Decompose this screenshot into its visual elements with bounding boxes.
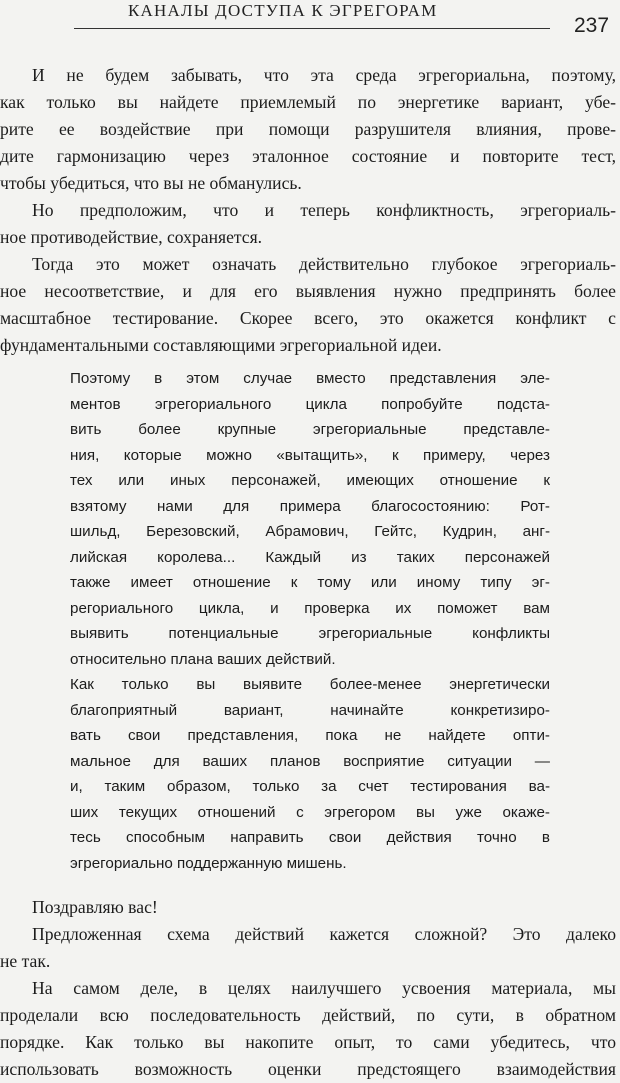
inset-line: тех или иных персонажей, имеющих отношение к xyxy=(70,472,550,489)
text-line: масштабное тестирование. Скорее всего, это окажется конфликт с xyxy=(0,308,616,328)
text-line: И не будем забывать, что эта среда эгрегориальна, поэтому, xyxy=(32,65,616,85)
text-line: ное противодействие, сохраняется. xyxy=(0,227,263,247)
inset-line: ших текущих отношений с эгрегором вы уже окаже- xyxy=(70,803,550,821)
inset-line: эгрегориально поддержанную мишень. xyxy=(70,854,347,872)
inset-line: Поэтому в этом случае вместо представления эле- xyxy=(70,370,550,387)
inset-line: лийская королева... Каждый из таких персонажей xyxy=(70,548,550,566)
inset-line: и, таким образом, только за счет тестирования ва- xyxy=(70,778,550,795)
intro-paragraphs xyxy=(0,62,616,359)
inset-line: вить более крупные эгрегориальные представле- xyxy=(70,421,550,438)
inset-line: также имеет отношение к тому или иному типу эг- xyxy=(70,574,550,591)
text-line: Тогда это может означать действительно глубокое эгрегориаль- xyxy=(32,254,616,274)
text-line: ное несоответствие, и для его выявления нужно предпринять более xyxy=(0,281,616,301)
inset-line: ния, которые можно «вытащить», к примеру, через xyxy=(70,446,550,464)
text-line: как только вы найдете приемлемый по энергетике вариант, убе- xyxy=(0,92,616,112)
page-number: 237 xyxy=(574,14,610,37)
inset-line: благоприятный вариант, начинайте конкретизиро- xyxy=(70,701,550,719)
text-line: не так. xyxy=(0,951,51,971)
text-line: На самом деле, в целях наилучшего усвоения материала, мы xyxy=(32,978,616,998)
header-rule xyxy=(74,28,550,29)
text-line: чтобы убедиться, что вы не обманулись. xyxy=(0,173,302,193)
inset-line: относительно плана ваших действий. xyxy=(70,650,336,668)
text-line: порядке. Как только вы накопите опыт, то сами убедитесь, что xyxy=(0,1032,616,1052)
text-line: Поздравляю вас! xyxy=(32,897,158,917)
inset-line: регориального цикла, и проверка их поможет вам xyxy=(70,599,550,617)
text-line: использовать возможность оценки предстоящего взаимодействия xyxy=(0,1059,616,1079)
inset-line: ментов эгрегориального цикла попробуйте подста- xyxy=(70,395,550,413)
text-line: дите гармонизацию через эталонное состояние и повторите тест, xyxy=(0,146,616,166)
running-header: КАНАЛЫ ДОСТУПА К ЭГРЕГОРАМ xyxy=(128,1,438,20)
inset-instruction xyxy=(70,366,550,876)
inset-line: шильд, Березовский, Абрамович, Гейтс, Кудрин, анг- xyxy=(70,523,550,540)
text-line: Но предположим, что и теперь конфликтность, эгрегориаль- xyxy=(32,200,616,220)
inset-line: взятому нами для примера благосостоянию: Рот- xyxy=(70,497,550,515)
outro-paragraphs xyxy=(0,894,616,1083)
text-line: рите ее воздействие при помощи разрушителя влияния, прове- xyxy=(0,119,616,139)
inset-line: вать свои представления, пока не найдете опти- xyxy=(70,727,550,744)
inset-line: Как только вы выявите более-менее энергетически xyxy=(70,676,550,693)
text-line: фундаментальными составляющими эгрегориальной идеи. xyxy=(0,335,442,355)
text-line: проделали всю последовательность действий, по сути, в обратном xyxy=(0,1005,616,1025)
inset-line: мальное для ваших планов восприятие ситуации — xyxy=(70,752,550,770)
inset-line: выявить потенциальные эгрегориальные конфликты xyxy=(70,625,550,642)
inset-line: тесь способным направить свои действия точно в xyxy=(70,829,550,846)
text-line: Предложенная схема действий кажется сложной? Это далеко xyxy=(32,924,616,944)
